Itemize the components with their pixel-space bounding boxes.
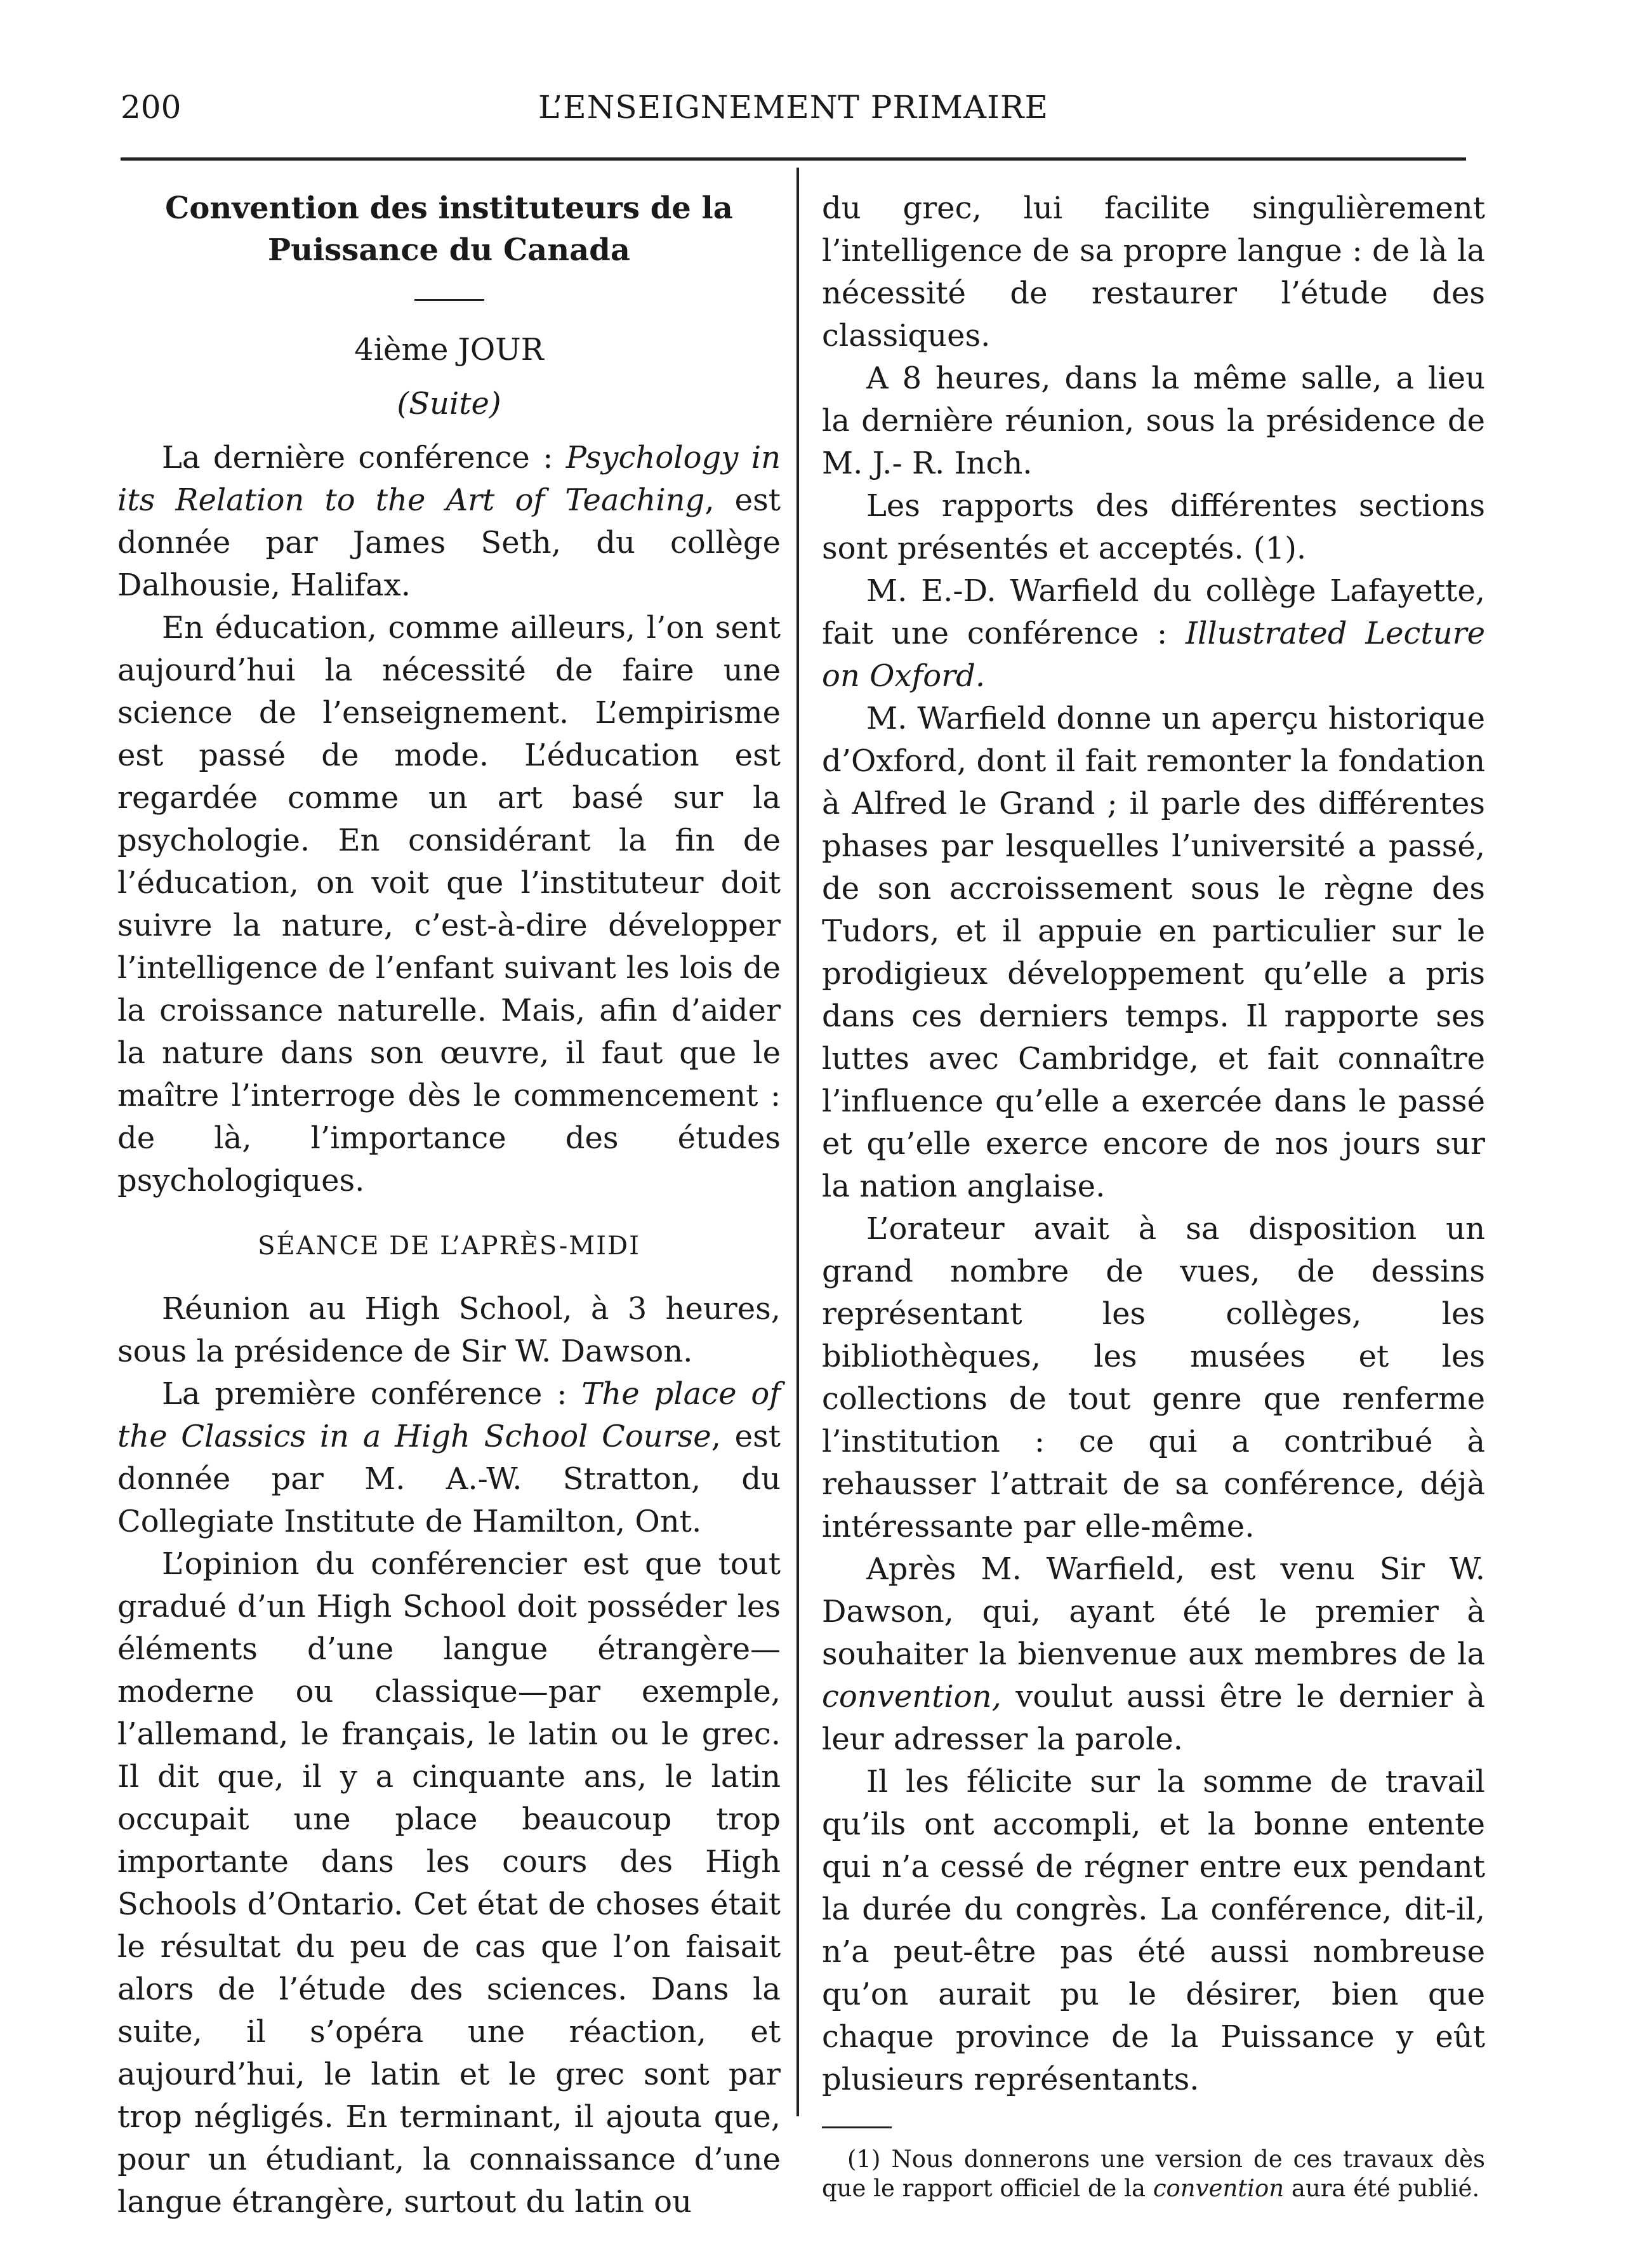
footnote [822,2145,1485,2203]
paragraph: Il les félicite sur la somme de travail qu’ils ont accompli, et la bonne entente qui n’a cessé de régner entre eux pendant la durée du congrès. La conférence, dit-il, n’a peut-être pas été aussi nombreuse qu’on aurait pu le désirer, bien que chaque province de la Puissance y eût plusieurs représentants. [822,1764,1485,2097]
day-heading: 4ième JOUR [354,332,544,368]
lecture-title: Psychology in its Relation to the Art of Teaching [117,440,781,518]
paragraph-text: La dernière conférence : [162,440,566,475]
journal-title: L’ENSEIGNEMENT PRIMAIRE [538,89,1048,126]
article-title-line1: Convention des instituteurs de la [165,190,733,226]
paragraph [822,570,1485,698]
paragraph: A 8 heures, dans la même salle, a lieu la dernière réunion, sous la présidence de M. J.- R. Inch. [822,361,1485,481]
paragraph: L’opinion du conférencier est que tout gradué d’un High School doit posséder les éléments d’une langue étrangère—moderne ou classique—par exemple, l’allemand, le français, le latin ou le grec. Il dit que, il y a cinquante ans, le latin occupait une place beaucoup trop importante dans les cours des High Schools d’Ontario. Cet état de choses était le résultat du peu de cas que l’on faisait alors de l’étude des sciences. Dans la suite, il s’opéra une réaction, et aujourd’hui, le latin et le grec sont par trop négligés. En terminant, il ajouta que, pour un étudiant, la connaissance d’une langue étrangère, surtout du latin ou [117,1546,781,2220]
footnote-rule [822,2126,892,2128]
paragraph: Les rapports des différentes sections sont présentés et acceptés. (1). [822,488,1485,566]
article-title [117,187,781,271]
lecture-title: The place of the Classics in a High School Course [117,1376,781,1454]
footnote-text: (1) Nous donnerons une version de ces travaux dès que le rapport officiel de la [822,2145,1485,2202]
paragraph-text: , est donnée par James Seth, du collège Dalhousie, Halifax. [117,482,781,603]
paragraph [117,437,781,607]
page-number: 200 [121,89,182,126]
paragraph-text: , est donnée par M. A.-W. Stratton, du Collegiate Institute de Hamilton, Ont. [117,1419,781,1539]
running-header [121,89,1466,136]
lecture-title: Illustrated Lecture on Oxford. [822,616,1485,694]
paragraph: En éducation, comme ailleurs, l’on sent aujourd’hui la nécessité de faire une science de l’enseignement. L’empirisme est passé de mode. L’éducation est regardée comme un art basé sur la psychologie. En considérant la fin de l’éducation, on voit que l’instituteur doit suivre la nature, c’est-à-dire développer l’intelligence de l’enfant suivant les lois de la croissance naturelle. Mais, afin d’aider la nature dans son œuvre, il faut que le maître l’interroge dès le commencement : de là, l’importance des études psychologiques. [117,610,781,1198]
left-column [117,187,781,2224]
paragraph-text: Après M. Warfield, est venu Sir W. Dawson, qui, ayant été le premier à souhaiter la bienvenue aux membres de la [822,1551,1485,1672]
paragraph [822,1548,1485,1761]
column-divider [796,168,799,2116]
paragraph: du grec, lui facilite singulièrement l’intelligence de sa propre langue : de là la nécessité de restaurer l’étude des classiques. [822,190,1485,354]
paragraph: Réunion au High School, à 3 heures, sous la présidence de Sir W. Dawson. [117,1291,781,1369]
section-heading: SÉANCE DE L’APRÈS-MIDI [258,1231,640,1261]
paragraph-text: M. E.-D. Warfield du collège Lafayette, fait une conférence : [822,573,1485,651]
emphasis: convention [1153,2175,1285,2202]
paragraph: L’orateur avait à sa disposition un grand nombre de vues, de dessins représentant les collèges, les bibliothèques, les musées et les collections de tout genre que renferme l’institution : ce qui a contribué à rehausser l’attrait de sa conférence, déjà intéressante par elle-même. [822,1211,1485,1544]
title-rule [414,299,484,301]
paragraph [117,1373,781,1543]
right-column [822,187,1485,2203]
footnote-text: aura été publié. [1284,2175,1480,2202]
paragraph-text: voulut aussi être le dernier à leur adresser la parole. [822,1679,1485,1757]
paragraph: M. Warfield donne un aperçu historique d’Oxford, dont il fait remonter la fondation à Alfred le Grand ; il parle des différentes phases par lesquelles l’université a passé, de son accroissement sous le règne des Tudors, et il appuie en particulier sur le prodigieux développement qu’elle a pris dans ces derniers temps. Il rapporte ses luttes avec Cambridge, et fait connaître l’influence qu’elle a exercée dans le passé et qu’elle exerce encore de nos jours sur la nation anglaise. [822,701,1485,1204]
article-title-line2: Puissance du Canada [268,232,630,268]
suite-label: (Suite) [397,386,501,421]
header-rule [121,157,1466,161]
emphasis: convention, [822,1679,1001,1714]
paragraph-text: La première conférence : [162,1376,582,1412]
